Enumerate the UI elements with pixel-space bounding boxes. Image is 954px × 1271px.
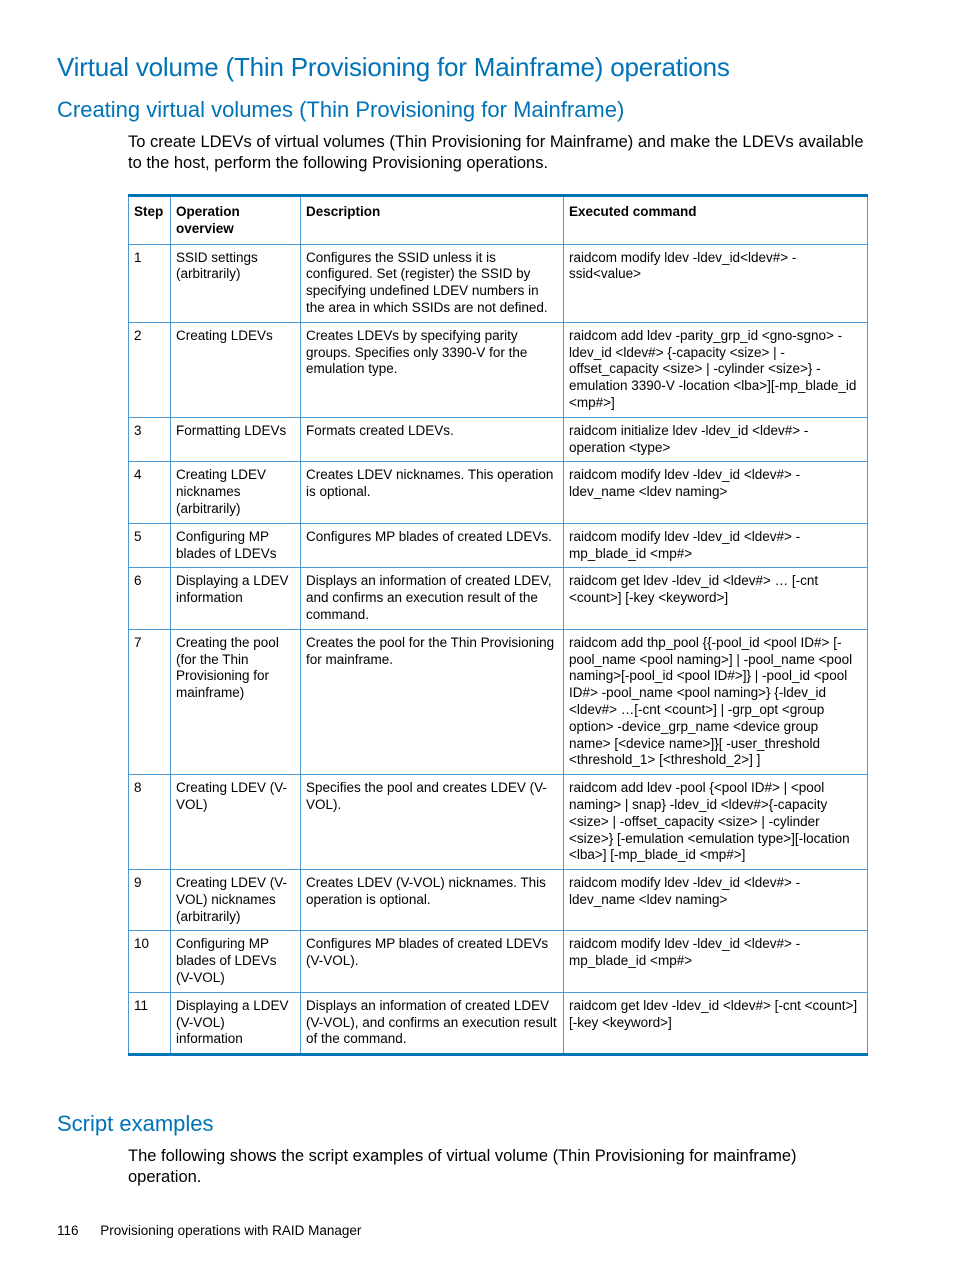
cell-executed-command: raidcom initialize ldev -ldev_id <ldev#> -operation <type> [564, 417, 868, 462]
table-row [129, 870, 868, 931]
cell-description: Creates LDEV nicknames. This operation is optional. [301, 462, 564, 523]
page-number: 116 [57, 1223, 79, 1238]
cell-operation-overview: Displaying a LDEV information [171, 568, 301, 629]
table-row [129, 462, 868, 523]
cell-description: Creates LDEV (V-VOL) nicknames. This operation is optional. [301, 870, 564, 931]
cell-operation-overview: Creating the pool (for the Thin Provisioning for mainframe) [171, 629, 301, 774]
cell-executed-command: raidcom add ldev -parity_grp_id <gno-sgno> -ldev_id <ldev#> {-capacity <size> | -offset_capacity <size> | -cylinder <size>} -emulation 3390-V -location <lba>][-mp_blade_id <mp#>] [564, 322, 868, 417]
cell-operation-overview: SSID settings (arbitrarily) [171, 244, 301, 322]
cell-operation-overview: Configuring MP blades of LDEVs (V-VOL) [171, 931, 301, 992]
cell-step: 4 [129, 462, 171, 523]
cell-step: 6 [129, 568, 171, 629]
cell-executed-command: raidcom get ldev -ldev_id <ldev#> … [-cnt <count>] [-key <keyword>] [564, 568, 868, 629]
cell-operation-overview: Displaying a LDEV (V-VOL) information [171, 992, 301, 1054]
cell-operation-overview: Creating LDEV (V-VOL) [171, 775, 301, 870]
cell-step: 8 [129, 775, 171, 870]
cell-description: Specifies the pool and creates LDEV (V-VOL). [301, 775, 564, 870]
cell-description: Configures MP blades of created LDEVs. [301, 523, 564, 568]
header-executed-command: Executed command [564, 196, 868, 245]
cell-description: Displays an information of created LDEV, and confirms an execution result of the command. [301, 568, 564, 629]
cell-description: Formats created LDEVs. [301, 417, 564, 462]
cell-executed-command: raidcom modify ldev -ldev_id <ldev#> -mp_blade_id <mp#> [564, 523, 868, 568]
footer-text: Provisioning operations with RAID Manager [100, 1223, 362, 1238]
cell-executed-command: raidcom get ldev -ldev_id <ldev#> [-cnt <count>] [-key <keyword>] [564, 992, 868, 1054]
cell-operation-overview: Formatting LDEVs [171, 417, 301, 462]
cell-description: Configures MP blades of created LDEVs (V-VOL). [301, 931, 564, 992]
table-row [129, 244, 868, 322]
cell-step: 11 [129, 992, 171, 1054]
section-title: Creating virtual volumes (Thin Provisioning for Mainframe) [57, 97, 625, 122]
header-description: Description [301, 196, 564, 245]
table-row [129, 322, 868, 417]
cell-description: Configures the SSID unless it is configured. Set (register) the SSID by specifying undefined LDEV numbers in the area in which SSIDs are not defined. [301, 244, 564, 322]
table-row [129, 992, 868, 1054]
script-examples-paragraph: The following shows the script examples of virtual volume (Thin Provisioning for mainframe) operation. [128, 1147, 797, 1186]
cell-step: 1 [129, 244, 171, 322]
table-row [129, 568, 868, 629]
table-row [129, 629, 868, 774]
cell-executed-command: raidcom modify ldev -ldev_id <ldev#> -ldev_name <ldev naming> [564, 870, 868, 931]
table-body [129, 244, 868, 1055]
cell-executed-command: raidcom modify ldev -ldev_id <ldev#> -mp_blade_id <mp#> [564, 931, 868, 992]
page-footer [57, 1223, 361, 1238]
table-header-row [129, 196, 868, 245]
cell-step: 9 [129, 870, 171, 931]
cell-executed-command: raidcom add ldev -pool {<pool ID#> | <pool naming> | snap} -ldev_id <ldev#>{-capacity <size> | -offset_capacity <size> | -cylinder <size>} [-emulation <emulation type>][-location <lba>] [-mp_blade_id <mp#>] [564, 775, 868, 870]
cell-operation-overview: Creating LDEVs [171, 322, 301, 417]
table-row [129, 523, 868, 568]
cell-step: 7 [129, 629, 171, 774]
table-row [129, 775, 868, 870]
cell-operation-overview: Configuring MP blades of LDEVs [171, 523, 301, 568]
intro-paragraph: To create LDEVs of virtual volumes (Thin Provisioning for Mainframe) and make the LDEVs available to the host, perform the following Provisioning operations. [128, 133, 864, 172]
cell-step: 3 [129, 417, 171, 462]
cell-executed-command: raidcom modify ldev -ldev_id <ldev#> -ldev_name <ldev naming> [564, 462, 868, 523]
table-row [129, 417, 868, 462]
cell-executed-command: raidcom modify ldev -ldev_id<ldev#> -ssid<value> [564, 244, 868, 322]
operations-table [128, 194, 868, 1056]
cell-operation-overview: Creating LDEV nicknames (arbitrarily) [171, 462, 301, 523]
cell-description: Displays an information of created LDEV (V-VOL), and confirms an execution result of the command. [301, 992, 564, 1054]
cell-description: Creates the pool for the Thin Provisioning for mainframe. [301, 629, 564, 774]
script-examples-title: Script examples [57, 1111, 214, 1136]
cell-step: 10 [129, 931, 171, 992]
page-title: Virtual volume (Thin Provisioning for Mainframe) operations [57, 52, 730, 82]
table-row [129, 931, 868, 992]
cell-step: 2 [129, 322, 171, 417]
header-operation-overview: Operation overview [171, 196, 301, 245]
cell-description: Creates LDEVs by specifying parity groups. Specifies only 3390-V for the emulation type. [301, 322, 564, 417]
header-step: Step [129, 196, 171, 245]
cell-executed-command: raidcom add thp_pool {{-pool_id <pool ID#> [-pool_name <pool naming>] | -pool_name <pool naming>[-pool_id <pool ID#>]} | -pool_id <pool ID#> -pool_name <pool naming>} {-ldev_id <ldev#> …[-cnt <count>] | -grp_opt <group option> -device_grp_name <device group name> [<device name>]}[ -user_threshold <threshold_1> [<threshold_2>] ] [564, 629, 868, 774]
cell-operation-overview: Creating LDEV (V-VOL) nicknames (arbitrarily) [171, 870, 301, 931]
cell-step: 5 [129, 523, 171, 568]
